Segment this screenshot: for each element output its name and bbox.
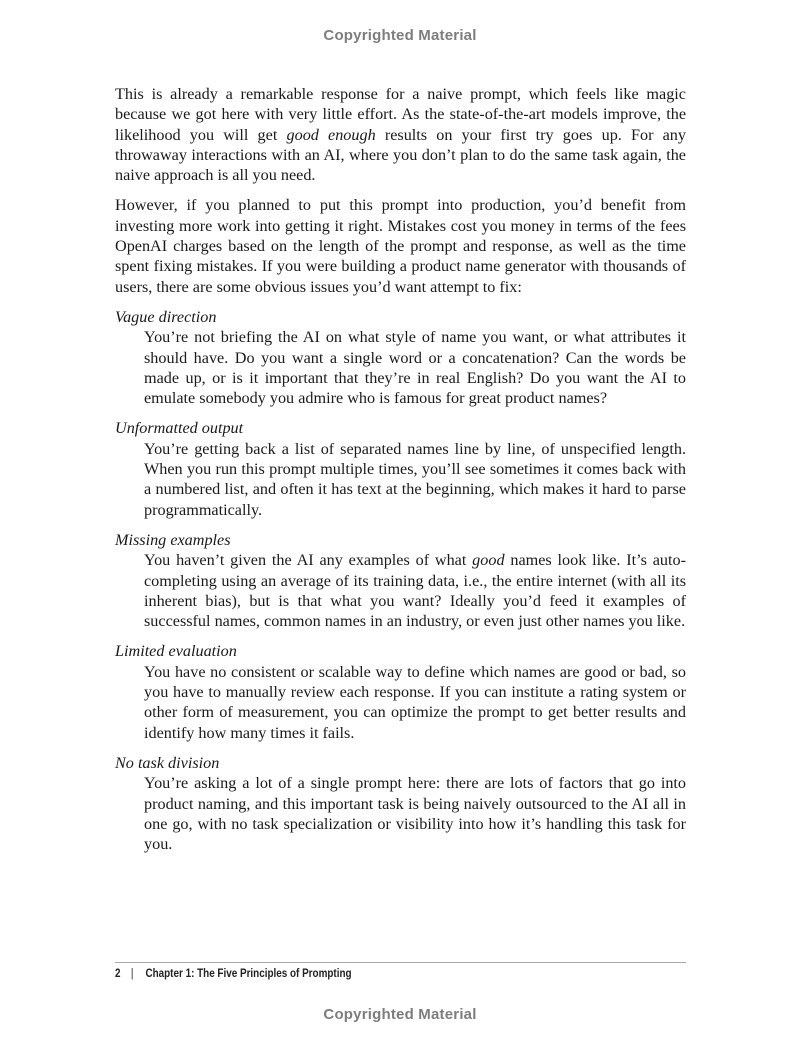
issue-term: Missing examples xyxy=(115,530,231,549)
paragraph-production: However, if you planned to put this prompt into production, you’d benefit from investing more work into getting it right. Mistakes cost you money in terms of the fees OpenAI charges based on the length of the prompt and response, as well as the time spent fixing mistakes. If you were building a product name generator with thousands of users, there are some obvious issues you’d want attempt to fix: xyxy=(115,196,686,296)
issue-text-after: names look like. It’s auto-completing using an average of its training data, i.e., the entire internet (with all its inherent bias), but is that what you want? Ideally you’d feed it examples of successful names, common names in an industry, or even just other names you like. xyxy=(144,551,686,631)
paragraph-intro xyxy=(115,84,686,185)
emphasis-good-enough: good enough xyxy=(286,125,376,144)
issue-unformatted-output xyxy=(115,418,686,519)
issue-description: You’re getting back a list of separated names line by line, of unspecified length. When you run this prompt multiple times, you’ll see sometimes it comes back with a numbered list, and often it has text at the beginning, which makes it hard to parse programmatically. xyxy=(144,439,686,519)
issue-term: Vague direction xyxy=(115,307,217,326)
paragraph-intro-text-after: results on your first try goes up. For any throwaway interactions with an AI, where you don’t plan to do the same task again, the naive approach is all you need. xyxy=(115,125,686,185)
copyright-watermark-top: Copyrighted Material xyxy=(323,27,477,44)
issue-missing-examples xyxy=(115,530,686,631)
page-number: 2 xyxy=(115,968,121,980)
issue-vague-direction xyxy=(115,307,686,408)
chapter-title: Chapter 1: The Five Principles of Prompting xyxy=(145,968,352,980)
footer-separator: | xyxy=(130,968,134,980)
issue-description xyxy=(144,550,686,631)
emphasis-good: good xyxy=(472,551,505,570)
issues-list xyxy=(115,307,686,854)
copyright-watermark-bottom: Copyrighted Material xyxy=(323,1006,477,1023)
issue-term: No task division xyxy=(115,753,220,772)
page-body xyxy=(115,84,686,864)
page-footer xyxy=(115,968,352,980)
issue-text-before: You haven’t given the AI any examples of what xyxy=(144,551,473,570)
issue-description: You’re asking a lot of a single prompt here: there are lots of factors that go into product naming, and this important task is being naively outsourced to the AI all in one go, with no task specialization or visibility into how it’s handling this task for you. xyxy=(144,774,686,854)
paragraph-intro-text-before: This is already a remarkable response for a naive prompt, which feels like magic because we got here with very little effort. As the state-of-the-art models improve, the likelihood you will get xyxy=(115,85,686,144)
issue-term: Unformatted output xyxy=(115,419,244,438)
issue-description: You’re not briefing the AI on what style of name you want, or what attributes it should have. Do you want a single word or a concatenation? Can the words be made up, or is it important that they’re in real English? Do you want the AI to emulate somebody you admire who is famous for great product names? xyxy=(144,328,686,408)
issue-term: Limited evaluation xyxy=(115,642,237,661)
issue-no-task-division xyxy=(115,753,686,854)
footer-divider xyxy=(115,962,686,963)
issue-description: You have no consistent or scalable way to define which names are good or bad, so you have to manually review each response. If you can institute a rating system or other form of measurement, you can optimize the prompt to get better results and identify how many times it fails. xyxy=(144,662,686,742)
issue-limited-evaluation xyxy=(115,641,686,742)
